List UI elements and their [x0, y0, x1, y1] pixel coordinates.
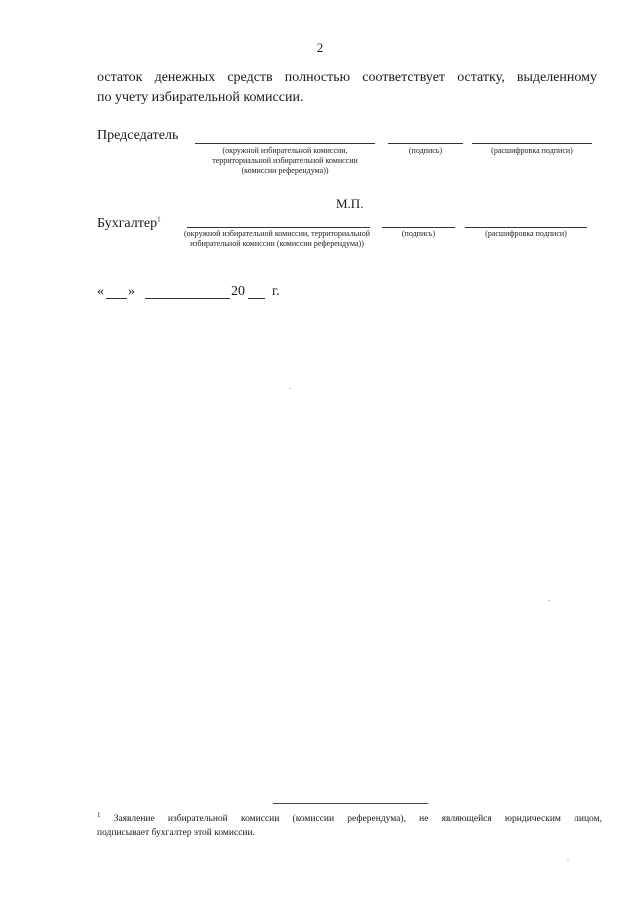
accountant-decoding-caption: (расшифровка подписи) [485, 229, 567, 238]
accountant-label [97, 216, 161, 232]
accountant-commission-line [187, 227, 370, 228]
chairman-signature-line [388, 143, 463, 144]
date-year-suffix: г. [272, 284, 280, 299]
accountant-signature-caption: (подпись) [401, 229, 436, 238]
paragraph-line-2: по учету избирательной комиссии. [97, 90, 304, 105]
date-year-line [248, 298, 265, 299]
footnote-separator [273, 803, 428, 804]
accountant-decoding-line [465, 227, 587, 228]
footnote [97, 812, 602, 840]
scan-speck [567, 860, 569, 861]
footnote-marker: 1 [97, 810, 101, 819]
date-year-prefix: 20 [231, 284, 245, 299]
chairman-commission-line [195, 143, 375, 144]
accountant-footnote-ref: 1 [157, 215, 161, 224]
chairman-decoding-line [472, 143, 592, 144]
accountant-commission-caption: (окружной избирательной комиссии, территориальной избирательной комиссии (комиссии референдума)) [184, 229, 370, 248]
date-month-line [145, 298, 230, 299]
chairman-signature-caption: (подпись) [408, 146, 443, 155]
footnote-line-2: подписывает бухгалтер этой комиссии. [97, 828, 255, 838]
date-open-quote: « [97, 284, 104, 299]
scan-speck [289, 388, 291, 389]
page-number: 2 [316, 40, 324, 55]
accountant-label-text: Бухгалтер [97, 216, 158, 231]
footnote-line-1-text: Заявление избирательной комиссии (комиссии референдума), не являющейся юридическим лицом, [113, 814, 602, 824]
scan-speck [548, 600, 550, 601]
date-day-line [106, 298, 127, 299]
chairman-commission-caption: (окружной избирательной комиссии, территориальной избирательной комиссии (комиссии референдума)) [212, 146, 358, 175]
accountant-signature-line [382, 227, 455, 228]
chairman-decoding-caption: (расшифровка подписи) [491, 146, 573, 155]
date-close-quote: » [128, 284, 135, 299]
chairman-label: Председатель [97, 128, 179, 143]
footnote-line-1 [97, 812, 602, 826]
stamp-place-label: М.П. [336, 196, 364, 211]
paragraph-line-1: остаток денежных средств полностью соответствует остатку, выделенному [97, 70, 597, 85]
